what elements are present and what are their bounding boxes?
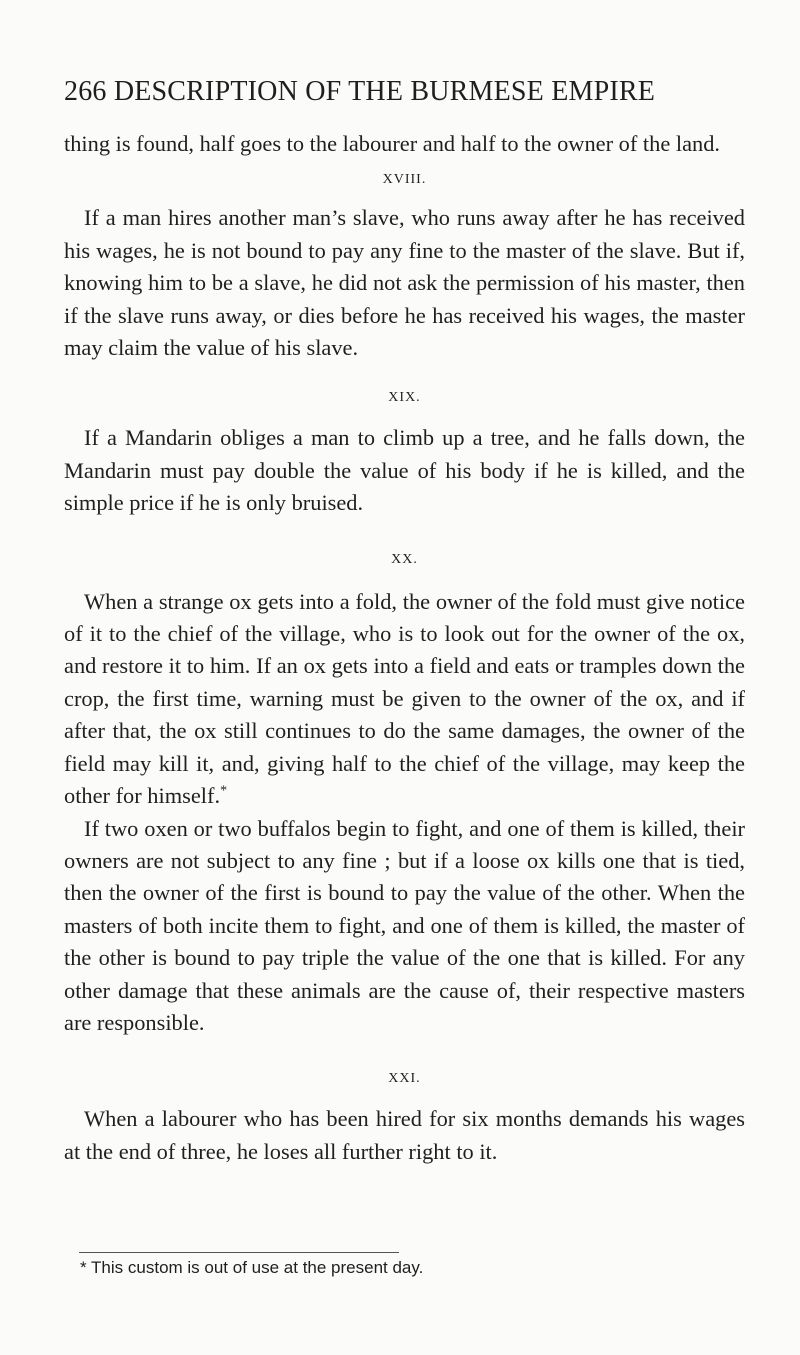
footnote (80, 1256, 423, 1280)
main-text (64, 128, 745, 1168)
section-xix-paragraph: If a Mandarin obliges a man to climb up a tree, and he falls down, the Mandarin must pay double the value of his body if he is killed, and the simple price if he is only bruised. (64, 425, 745, 516)
section-xx-paragraph-1-text: When a strange ox gets into a fold, the owner of the fold must give notice of it to the chief of the village, who is to look out for the owner of the ox, and restore it to him. If an ox gets into a field and eats or tramples down the crop, the first time, warning must be given to the owner of the ox, and if after that, the ox still continues to do the same damages, the owner of the field may kill it, and, giving half to the chief of the village, may keep the other for himself. (64, 588, 745, 809)
running-header (64, 76, 744, 108)
running-title: DESCRIPTION OF THE BURMESE EMPIRE (113, 76, 656, 107)
section-xxi-paragraph: When a labourer who has been hired for six months demands his wages at the end of three, he loses all further right to it. (64, 1106, 745, 1164)
section-numeral-xx: XX. (391, 551, 418, 567)
footnote-marker: * (80, 1258, 87, 1277)
section-numeral-xviii: XVIII. (382, 172, 427, 188)
section-xviii-paragraph: If a man hires another man’s slave, who runs away after he has received his wages, he is not bound to pay any fine to the master of the slave. But if, knowing him to be a slave, he did not ask the permission of his master, then if the slave runs away, or dies before he has received his wages, the master may claim the value of his slave. (64, 205, 745, 361)
section-xx-paragraph-1 (64, 586, 745, 813)
section-numeral-xxi: XXI. (388, 1071, 421, 1087)
footnote-text: This custom is out of use at the present day. (91, 1258, 424, 1277)
section-xx-paragraph-2: If two oxen or two buffalos begin to fight, and one of them is killed, their owners are not subject to any fine ; but if a loose ox kills one that is tied, then the owner of the first is bound to pay the value of the other. When the masters of both incite them to fight, and one of them is killed, the master of the other is bound to pay triple the value of the one that is killed. For any other damage that these animals are the cause of, their respective masters are responsible. (64, 815, 745, 1035)
footnote-divider (79, 1252, 399, 1253)
footnote-reference-marker: * (220, 783, 228, 799)
section-numeral-xix: XIX. (388, 390, 421, 406)
page-number: 266 (64, 76, 107, 107)
continuation-paragraph: thing is found, half goes to the labourer and half to the owner of the land. (64, 131, 720, 156)
